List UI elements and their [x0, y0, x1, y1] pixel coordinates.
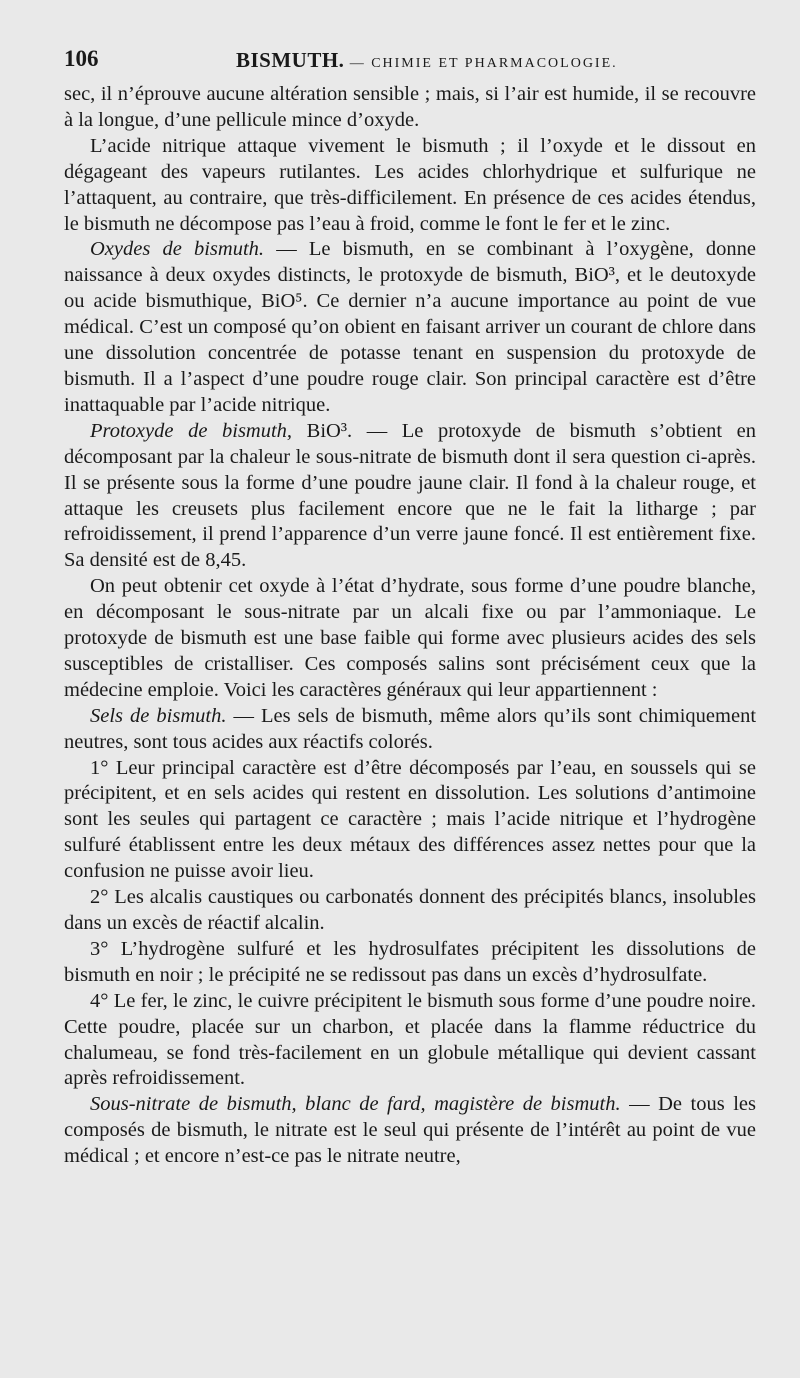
running-title [236, 48, 618, 73]
paragraph: L’acide nitrique attaque vivement le bismuth ; il l’oxyde et le dissout en dégageant des vapeurs rutilantes. Les acides chlorhydrique et sulfurique ne l’attaquent, au contraire, que très-difficilement. En présence de ces acides étendus, le bismuth ne décompose pas l’eau à froid, comme le font le fer et le zinc. [64, 134, 756, 235]
section-heading: Sous-nitrate de bismuth, blanc de fard, magistère de bismuth. [90, 1093, 621, 1116]
page-number: 106 [64, 46, 99, 71]
paragraph: 4° Le fer, le zinc, le cuivre précipitent le bismuth sous forme d’une poudre noire. Cette poudre, placée sur un charbon, et placée dans la flamme réductrice du chalumeau, se fond très-facilement en un globule métallique qui devient cassant après refroidissement. [64, 989, 756, 1090]
running-title-sub: — CHIMIE ET PHARMACOLOGIE. [349, 56, 618, 71]
paragraph: 2° Les alcalis caustiques ou carbonatés donnent des précipités blancs, insolubles dans un excès de réactif alcalin. [64, 886, 756, 934]
running-title-main: BISMUTH. [236, 48, 345, 72]
section-heading: Oxydes de bismuth. [90, 238, 265, 261]
paragraph: Protoxyde de bismuth, BiO³. — Le protoxyde de bismuth s’obtient en décomposant par la chaleur le sous-nitrate de bismuth dont il sera question ci-après. Il se présente sous la forme d’une poudre jaune clair. Il fond à la chaleur rouge, et attaque les creusets plus facilement encore que ne le fait la litharge ; par refroidissement, il prend l’apparence d’un verre jaune foncé. Il est entièrement fixe. Sa densité est de 8,45. [64, 419, 756, 572]
running-header [64, 46, 754, 76]
paragraph: Sous-nitrate de bismuth, blanc de fard, magistère de bismuth. — De tous les composés de bismuth, le nitrate est le seul qui présente de l’intérêt au point de vue médical ; et encore n’est-ce pas le nitrate neutre, [64, 1093, 756, 1168]
section-heading: Sels de bismuth. [90, 704, 227, 727]
paragraph: 3° L’hydrogène sulfuré et les hydrosulfates précipitent les dissolutions de bismuth en noir ; le précipité ne se redissout pas dans un excès d’hydrosulfate. [64, 937, 756, 986]
paragraph: 1° Leur principal caractère est d’être décomposés par l’eau, en soussels qui se précipitent, et en sels acides qui restent en dissolution. Les solutions d’antimoine sont les seules qui partagent ce caractère ; mais l’acide nitrique et l’hydrogène sulfuré établissent entre les deux métaux des différences assez nettes pour que la confusion ne puisse avoir lieu. [64, 756, 756, 883]
section-heading: Protoxyde de bismuth, [90, 419, 293, 442]
text-body [64, 82, 756, 1170]
paragraph: On peut obtenir cet oxyde à l’état d’hydrate, sous forme d’une poudre blanche, en décomposant le sous-nitrate par un alcali fixe ou par l’ammoniaque. Le protoxyde de bismuth est une base faible qui forme avec plusieurs acides des sels susceptibles de cristalliser. Ces composés salins sont précisément ceux que la médecine emploie. Voici les caractères généraux qui leur appartiennent : [64, 575, 756, 701]
paragraph: Oxydes de bismuth. — Le bismuth, en se combinant à l’oxygène, donne naissance à deux oxydes distincts, le protoxyde de bismuth, BiO³, et le deutoxyde ou acide bismuthique, BiO⁵. Ce dernier n’a aucune importance au point de vue médical. C’est un composé qu’on obient en faisant arriver un courant de chlore dans une dissolution concentrée de potasse tenant en suspension du protoxyde de bismuth. Il a l’aspect d’une poudre rouge clair. Son principal caractère est d’être inattaquable par l’acide nitrique. [64, 238, 756, 416]
paragraph: Sels de bismuth. — Les sels de bismuth, même alors qu’ils sont chimiquement neutres, sont tous acides aux réactifs colorés. [64, 704, 757, 753]
paragraph: sec, il n’éprouve aucune altération sensible ; mais, si l’air est humide, il se recouvre à la longue, d’une pellicule mince d’oxyde. [64, 83, 756, 131]
